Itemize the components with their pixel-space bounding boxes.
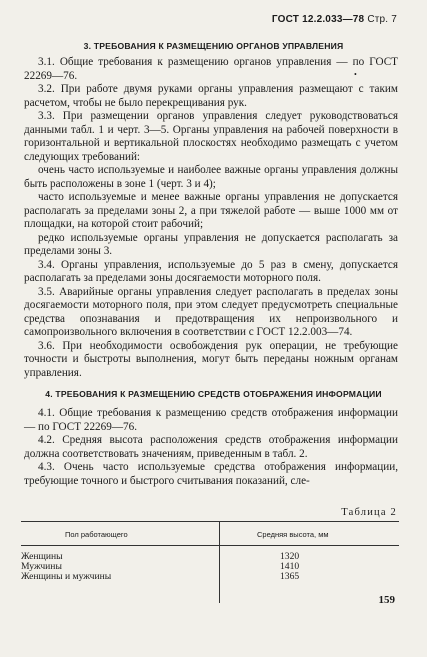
paragraph-3-4: 3.4. Органы управления, используемые до 5 раз в смену, допускается располагать за пределами зоны досягаемости моторного поля. [24, 258, 398, 284]
paragraph-4-1: 4.1. Общие требования к размещению средств отображения информации — по ГОСТ 22269—76. [24, 407, 398, 433]
paragraph-3-1: 3.1. Общие требования к размещению органов управления — по ГОСТ 22269—76. [24, 56, 398, 82]
section-3-title: 3. ТРЕБОВАНИЯ К РАЗМЕЩЕНИЮ ОРГАНОВ УПРАВЛЕНИЯ [83, 41, 344, 51]
page-number: 159 [378, 594, 395, 606]
table-cell-gender: Женщины и мужчины [21, 571, 112, 582]
ink-speck: • [354, 70, 357, 79]
table-cell-gender: Мужчины [21, 561, 62, 572]
paragraph-3-3-zone2: часто используемые и менее важные органы управления не допускается располагать за пределами зоны 2, а при тяжелой работе — выше 1000 мм от площадки, на которой стоит рабочий; [24, 191, 398, 230]
table-row [21, 571, 399, 581]
paragraph-3-6: 3.6. При необходимости освобождения рук операции, не требующие точности и быстроты выполнения, могут быть переданы ножным органам управления. [24, 339, 398, 379]
table-header-gender: Пол работающего [65, 530, 128, 539]
table-header-rule [21, 545, 399, 546]
table-cell-height: 1320 [280, 551, 300, 562]
section-4-body [24, 407, 398, 488]
paragraph-4-3: 4.3. Очень часто используемые средства отображения информации, требующие точного и быстрого считывания показаний, сле- [24, 461, 398, 487]
table-row [21, 551, 399, 561]
paragraph-4-2: 4.2. Средняя высота расположения средств отображения информации должна соответствовать значениям, приведенным в табл. 2. [24, 434, 398, 460]
table-cell-gender: Женщины [21, 551, 63, 562]
paragraph-3-3-zone1: очень часто используемые и наиболее важные органы управления должны быть расположены в зоне 1 (черт. 3 и 4); [24, 164, 398, 190]
paragraph-3-3-zone3: редко используемые органы управления не допускается располагать за пределами зоны 3. [24, 231, 398, 257]
table-row [21, 561, 399, 571]
header-standard: ГОСТ 12.2.033—78 [271, 14, 365, 25]
paragraph-3-3: 3.3. При размещении органов управления следует руководствоваться данными табл. 1 и черт. 3—5. Органы управления на рабочей поверхности в горизонтальной и вертикальной плоскостях необходимо размещать с учетом следующих требований: [24, 110, 398, 163]
table-top-rule [21, 521, 399, 522]
paragraph-3-2: 3.2. При работе двумя руками органы управления размещают с таким расчетом, чтобы не было перекрещивания рук. [24, 83, 398, 109]
section-4-title: 4. ТРЕБОВАНИЯ К РАЗМЕЩЕНИЮ СРЕДСТВ ОТОБРАЖЕНИЯ ИНФОРМАЦИИ [45, 389, 382, 399]
table-cell-height: 1365 [280, 571, 300, 582]
table-caption: Таблица 2 [341, 507, 397, 518]
table-cell-height: 1410 [280, 561, 300, 572]
page-header [272, 14, 397, 25]
section-3-body [24, 56, 398, 380]
table-header-height: Средняя высота, мм [257, 530, 329, 539]
header-page-label: Стр. 7 [367, 14, 397, 25]
paragraph-3-5: 3.5. Аварийные органы управления следует располагать в пределах зоны досягаемости моторного поля, при этом следует предусмотреть специальные средства опознавания и предотвращения их непроизвольного и самопроизвольного включения в соответствии с ГОСТ 12.2.003—74. [24, 285, 398, 338]
